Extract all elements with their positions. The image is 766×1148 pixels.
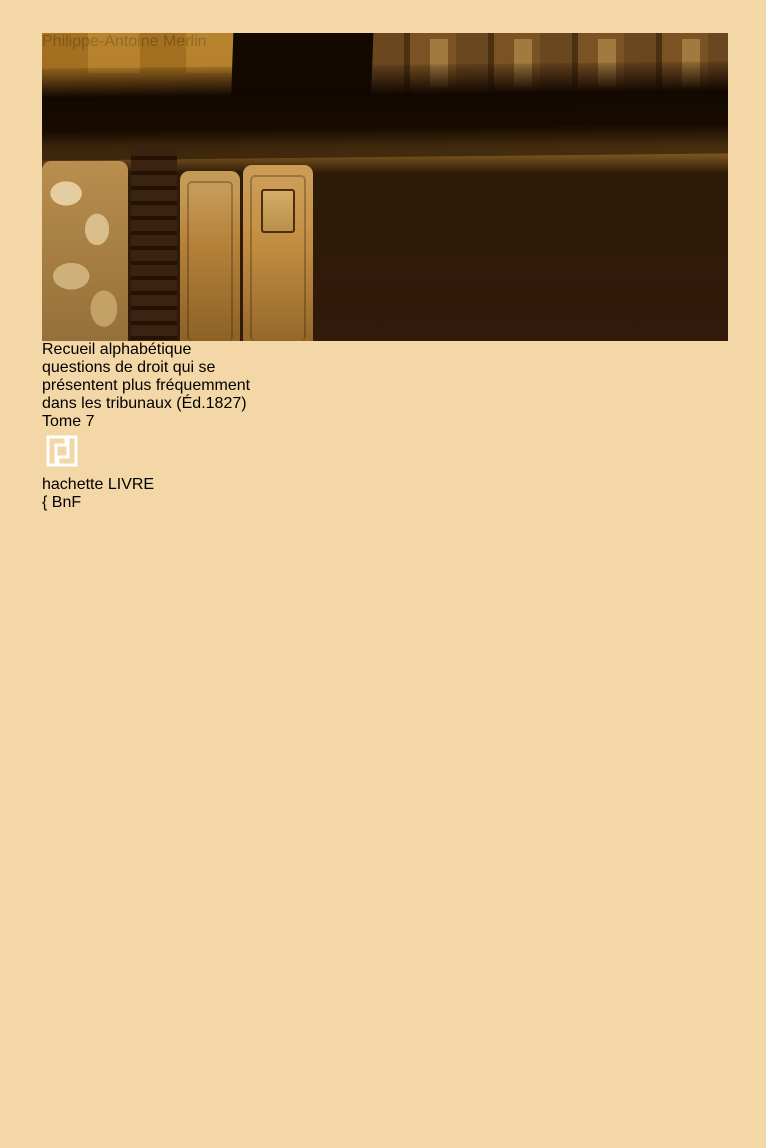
book-spine-ribbed [131, 145, 177, 341]
hachette-logo-text [42, 476, 728, 494]
book-spine [243, 165, 313, 341]
bookshelf-photo-bottom [42, 431, 728, 512]
hachette-livre-label: LIVRE [107, 476, 155, 493]
bnf-name: BnF [51, 494, 82, 511]
publisher-logos [42, 431, 728, 512]
title-line: dans les tribunaux (Éd.1827) [42, 395, 247, 412]
book-spine [180, 171, 240, 341]
book-title [42, 341, 728, 413]
book-spine-tattered [42, 161, 128, 341]
hachette-logo-icon [42, 431, 82, 471]
title-band [42, 341, 728, 431]
bnf-logo [42, 494, 728, 512]
tome-label: Tome 7 [42, 413, 95, 430]
bookshelf-photo-top [42, 33, 728, 341]
hachette-livre-logo [42, 431, 728, 494]
title-line: présentent plus fréquemment [42, 377, 251, 394]
title-line: questions de droit qui se [42, 359, 216, 376]
title-line: Recueil alphabétique [42, 341, 192, 358]
cover-photo-old-books [42, 33, 728, 1108]
hachette-name: hachette [42, 476, 104, 493]
bnf-brace-icon: { [42, 494, 48, 511]
book-spines-row [42, 145, 728, 341]
